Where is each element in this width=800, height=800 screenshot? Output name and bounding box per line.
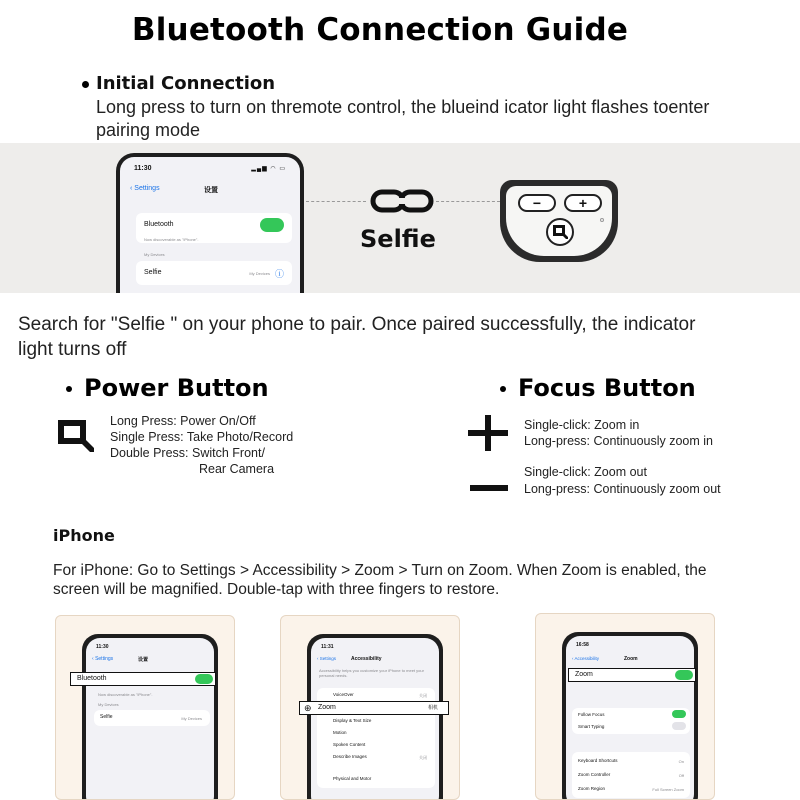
voiceover-value: 关闭 [419,693,427,698]
status-time: 16:58 [576,642,589,648]
iphone-line1: For iPhone: Go to Settings > Accessibility > Zoom > Turn on Zoom. When Zoom is enabled, the [53,562,707,579]
bluetooth-toggle[interactable] [260,218,284,232]
bluetooth-callout[interactable] [70,672,216,686]
power-line-3: Double Press: Switch Front/ [110,446,265,460]
search-instruction-line2: light turns off [18,339,127,360]
screenshot-zoom [535,613,715,800]
callout-label: Bluetooth [77,675,107,682]
remote-power-button [546,218,574,246]
nav-title: Zoom [624,656,638,662]
follow-focus-label: Follow Focus [578,712,605,717]
phone-screen [86,638,214,800]
back-link[interactable]: ‹ Settings [130,185,160,192]
my-devices-header: My Devices [98,702,119,707]
indicator-light-icon [600,218,604,222]
initial-connection-title: Initial Connection [96,73,276,94]
zoom-toggle-callout[interactable] [568,668,696,682]
back-link[interactable]: ‹ Settings [92,656,114,662]
accessibility-description: Accessibility helps you customize your iPhone to meet your personal needs. [319,668,424,678]
smart-typing-toggle[interactable] [672,722,686,730]
status-icons: ▂▄▆ ◠ ▭ [251,166,286,172]
device-row[interactable] [94,710,210,726]
selfie-label: Selfie [360,225,436,253]
callout-label: Zoom [575,671,593,678]
back-label: Accessibility [574,656,600,661]
initial-connection-line2: pairing mode [96,120,201,140]
my-devices-header: My Devices [144,252,165,257]
nav-title: 设置 [204,187,218,194]
zoom-icon: ⊕ [304,703,312,713]
keyboard-shortcuts-value: On [678,759,684,764]
zoom-region-label[interactable]: Zoom Region [578,786,606,791]
remote-minus-button: − [518,194,556,212]
describe-value: 关闭 [419,755,427,760]
pairing-illustration [0,143,800,293]
device-row[interactable] [136,261,292,285]
list-item-display[interactable]: Display & Text Size [333,718,372,723]
list-item-spoken[interactable]: Spoken Content [333,742,366,747]
zoom-in-press: Long-press: Continuously zoom in [524,434,713,448]
zoom-region-value: Full Screen Zoom [652,787,684,792]
bullet-icon [66,386,72,392]
link-dash-left [306,201,366,202]
remote-face [506,186,612,256]
iphone-line2: screen will be magnified. Double-tap with three fingers to restore. [53,581,500,598]
back-label: Settings [95,656,114,662]
device-name: Selfie [144,269,162,276]
status-time: 11:30 [96,644,109,650]
bluetooth-toggle[interactable] [195,674,213,684]
back-link[interactable]: ‹ Settings [317,656,337,661]
phone-frame [307,634,443,800]
phone-frame [562,632,698,800]
focus-button-heading [500,374,696,402]
status-time: 11:30 [134,165,152,172]
power-button-title: Power Button [84,374,269,402]
link-icon [370,188,434,214]
link-dash-right [436,201,500,202]
zoom-value: 相机 [427,705,438,711]
zoom-controller-label[interactable]: Zoom Controller [578,772,611,777]
phone-mockup [116,153,304,293]
callout-label: Zoom [318,704,336,711]
zoom-callout[interactable] [299,701,449,715]
device-status: My Devices [181,716,202,721]
list-item-physical[interactable]: Physical and Motor [333,776,372,781]
zoom-controller-value: Off [678,773,684,778]
zoom-in-click: Single-click: Zoom in [524,418,640,432]
plus-icon [468,415,510,451]
zoom-toggle[interactable] [675,670,693,680]
zoom-out-click: Single-click: Zoom out [524,465,647,479]
camera-power-icon [548,220,572,244]
phone-screen [311,638,439,800]
bullet-icon [500,386,506,392]
remote-illustration [500,180,618,262]
list-item-voiceover[interactable]: VoiceOver [333,692,354,697]
remote-plus-button: + [564,194,602,212]
list-item-describe[interactable]: Describe Images [333,754,367,759]
back-label: Settings [319,656,337,661]
power-line-2: Single Press: Take Photo/Record [110,430,294,444]
zoom-out-press: Long-press: Continuously zoom out [524,482,721,496]
list-item-motion[interactable]: Motion [333,730,347,735]
bluetooth-label: Bluetooth [144,221,174,228]
back-link[interactable]: ‹ Accessibility [572,656,600,661]
focus-button-title: Focus Button [518,374,696,402]
device-status: My Devices [249,271,270,276]
status-time: 11:31 [321,644,334,650]
initial-connection-heading [82,73,275,94]
screenshot-accessibility [280,615,460,800]
page-title: Bluetooth Connection Guide [131,12,629,48]
power-line-1: Long Press: Power On/Off [110,414,256,428]
phone-frame [82,634,218,800]
initial-connection-line1: Long press to turn on thremote control, the blueind icator light flashes toenter [96,97,710,117]
screenshot-bluetooth [55,615,235,800]
power-button-heading [66,374,269,402]
back-label: Settings [134,185,160,192]
bluetooth-subtext: Now discoverable as "iPhone". [98,692,153,697]
iphone-heading: iPhone [53,526,115,545]
nav-title: Accessibility [351,656,382,662]
zoom-options [572,708,690,734]
search-instruction-line1: Search for "Selfie " on your phone to pair. Once paired successfully, the indicator [18,314,696,335]
smart-typing-label: Smart Typing [578,724,605,729]
phone-screen [120,157,300,293]
follow-focus-toggle[interactable] [672,710,686,718]
power-camera-icon [54,416,98,456]
keyboard-shortcuts-label[interactable]: Keyboard Shortcuts [578,758,618,763]
zoom-settings [572,752,690,798]
minus-icon [470,485,508,491]
nav-title: 设置 [138,657,149,663]
info-icon[interactable]: ⓘ [274,269,284,279]
bullet-icon [82,81,89,88]
phone-screen [566,636,694,800]
device-name: Selfie [100,714,113,720]
bluetooth-subtext: Now discoverable as "iPhone". [144,237,199,242]
power-line-4: Rear Camera [199,462,275,476]
